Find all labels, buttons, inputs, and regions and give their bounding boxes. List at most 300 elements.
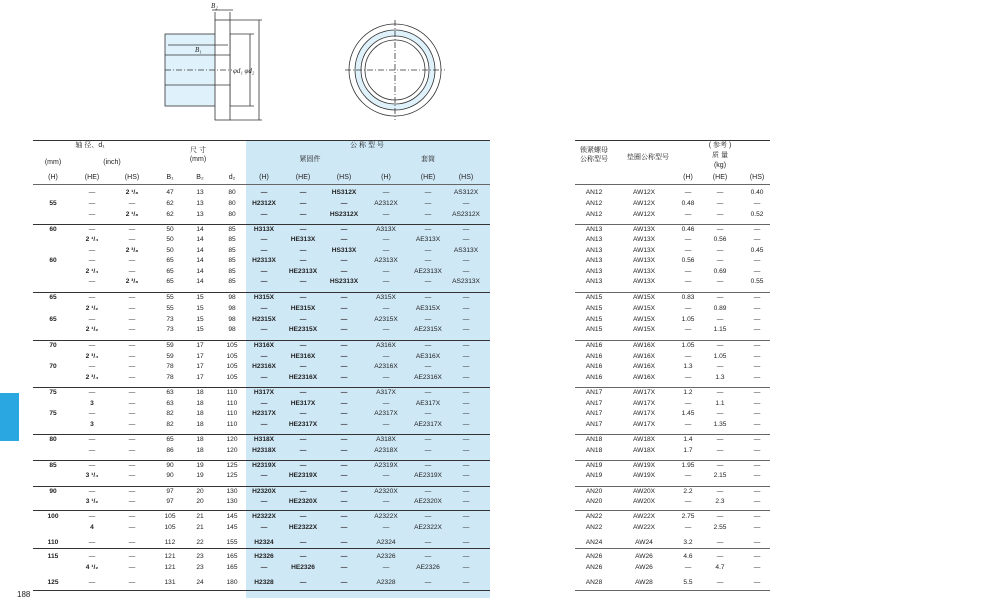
table-cell: 80 (228, 211, 236, 218)
table-rule (575, 460, 770, 461)
table-cell: AN19 (585, 472, 603, 479)
table-cell: AN15 (585, 305, 603, 312)
table-cell: 17 (196, 353, 204, 360)
table-cell: 1.45 (681, 410, 695, 417)
table-cell: — (299, 342, 307, 349)
table-cell: 80 (228, 200, 236, 207)
table-cell: — (462, 342, 470, 349)
table-cell: — (299, 294, 307, 301)
column-header: (H) (683, 174, 693, 181)
table-cell: H315X (253, 294, 275, 301)
table-cell: — (128, 236, 136, 243)
table-cell: — (716, 189, 724, 196)
table-cell: — (299, 211, 307, 218)
table-cell: H2320X (252, 488, 276, 495)
table-cell: AW16X (632, 363, 656, 370)
table-cell: 1.4 (683, 436, 693, 443)
table-cell: 18 (196, 400, 204, 407)
table-cell: — (684, 211, 692, 218)
table-cell: 65 (49, 316, 57, 323)
table-cell: 120 (226, 436, 238, 443)
table-cell: 4 (90, 524, 94, 531)
column-header: d₂ (228, 174, 236, 181)
table-cell: HE2315X (288, 326, 318, 333)
table-rule (575, 590, 770, 591)
table-cell: 2 ³/₄ (85, 374, 99, 381)
column-header: (HE) (420, 174, 436, 181)
table-cell: 47 (166, 189, 174, 196)
table-cell: — (462, 257, 470, 264)
table-cell: — (128, 257, 136, 264)
table-cell: — (462, 236, 470, 243)
table-cell: — (462, 436, 470, 443)
table-cell: — (424, 553, 432, 560)
table-cell: 90 (166, 472, 174, 479)
table-cell: H2316X (252, 363, 276, 370)
column-header: (HS) (458, 174, 474, 181)
table-cell: 50 (166, 247, 174, 254)
table-rule (33, 387, 490, 388)
table-cell: — (753, 305, 761, 312)
table-cell: HE2322X (288, 524, 318, 531)
column-header: (HS) (336, 174, 352, 181)
table-cell: — (462, 305, 470, 312)
table-cell: — (88, 513, 96, 520)
table-cell: — (684, 236, 692, 243)
table-cell: 85 (49, 462, 57, 469)
table-cell: AN13 (585, 236, 603, 243)
table-cell: — (88, 579, 96, 586)
table-cell: — (716, 539, 724, 546)
table-cell: AW13X (632, 247, 656, 254)
table-cell: — (753, 316, 761, 323)
table-cell: — (382, 564, 390, 571)
table-cell: AE2317X (414, 421, 442, 428)
table-cell: 105 (226, 363, 238, 370)
table-cell: 65 (49, 294, 57, 301)
table-cell: 1.05 (681, 316, 695, 323)
table-cell: 50 (166, 226, 174, 233)
table-cell: 13 (196, 189, 204, 196)
table-cell: — (299, 257, 307, 264)
table-cell: — (340, 436, 348, 443)
table-cell: — (424, 257, 432, 264)
table-cell: H318X (253, 436, 275, 443)
table-cell: 73 (166, 316, 174, 323)
table-cell: — (462, 389, 470, 396)
table-cell: AW22X (632, 524, 656, 531)
table-cell: — (382, 326, 390, 333)
table-cell: 19 (196, 472, 204, 479)
table-cell: — (753, 236, 761, 243)
section-tab (0, 393, 19, 441)
table-cell: 2 ¹/₈ (125, 211, 139, 218)
table-cell: — (260, 353, 268, 360)
table-cell: — (753, 498, 761, 505)
table-cell: AW16X (632, 353, 656, 360)
table-rule (575, 510, 770, 511)
table-cell: A2319X (374, 462, 398, 469)
table-cell: — (340, 539, 348, 546)
table-cell: — (128, 447, 136, 454)
table-cell: 98 (228, 305, 236, 312)
table-cell: 1.1 (715, 400, 725, 407)
table-cell: — (88, 410, 96, 417)
table-cell: — (753, 513, 761, 520)
table-cell: — (753, 257, 761, 264)
table-cell: 97 (166, 498, 174, 505)
table-cell: — (128, 305, 136, 312)
header-locknut: 锁紧螺母 (580, 147, 608, 154)
table-cell: 105 (226, 342, 238, 349)
table-cell: — (340, 316, 348, 323)
table-cell: — (88, 278, 96, 285)
table-cell: A318X (376, 436, 396, 443)
table-cell: 0.45 (750, 247, 764, 254)
table-cell: — (716, 389, 724, 396)
table-cell: 0.48 (681, 200, 695, 207)
table-cell: — (128, 374, 136, 381)
table-cell: 2.15 (713, 472, 727, 479)
table-cell: — (128, 363, 136, 370)
table-cell: 2 ³/₈ (125, 247, 139, 254)
table-cell: — (716, 342, 724, 349)
table-cell: — (424, 436, 432, 443)
table-cell: AN16 (585, 353, 603, 360)
header-mm: (mm) (44, 159, 62, 166)
table-cell: — (424, 226, 432, 233)
table-cell: — (260, 472, 268, 479)
table-cell: 86 (166, 447, 174, 454)
table-cell: — (716, 553, 724, 560)
table-cell: 165 (226, 564, 238, 571)
page-number: 188 (17, 590, 31, 599)
table-cell: AE2316X (414, 374, 442, 381)
table-cell: — (716, 294, 724, 301)
table-cell: 1.05 (713, 353, 727, 360)
table-cell: AN13 (585, 257, 603, 264)
table-cell: — (462, 226, 470, 233)
table-cell: A2326 (376, 553, 396, 560)
table-cell: — (424, 342, 432, 349)
table-cell: — (299, 226, 307, 233)
table-cell: — (128, 421, 136, 428)
table-cell: AS312X (453, 189, 479, 196)
table-cell: 62 (166, 200, 174, 207)
table-cell: — (753, 374, 761, 381)
table-cell: — (299, 247, 307, 254)
table-cell: — (260, 374, 268, 381)
table-cell: 75 (49, 410, 57, 417)
table-cell: 15 (196, 294, 204, 301)
table-cell: AW13X (632, 257, 656, 264)
table-cell: HE2326 (291, 564, 315, 571)
header-washer: 垫圈公称型号 (627, 154, 669, 161)
table-cell: 155 (226, 539, 238, 546)
table-cell: 4 ¹/₂ (85, 564, 99, 571)
table-rule (33, 548, 490, 549)
table-cell: 2.3 (715, 498, 725, 505)
table-cell: H2312X (252, 200, 276, 207)
table-cell: AS2312X (452, 211, 480, 218)
table-cell: — (299, 410, 307, 417)
table-cell: — (128, 524, 136, 531)
table-cell: — (299, 316, 307, 323)
table-cell: H2317X (252, 410, 276, 417)
table-cell: AW13X (632, 268, 656, 275)
table-rule (33, 510, 490, 511)
table-cell: 65 (166, 436, 174, 443)
table-cell: — (716, 316, 724, 323)
table-cell: 2 ¹/₂ (85, 326, 99, 333)
table-cell: — (462, 488, 470, 495)
table-cell: — (462, 579, 470, 586)
column-header: (HE) (84, 174, 100, 181)
table-cell: AE2319X (414, 472, 442, 479)
table-cell: 1.95 (681, 462, 695, 469)
table-cell: — (340, 488, 348, 495)
table-cell: H2328 (254, 579, 274, 586)
table-cell: HE2316X (288, 374, 318, 381)
table-rule (33, 486, 490, 487)
table-cell: — (340, 353, 348, 360)
table-cell: 115 (47, 553, 59, 560)
table-cell: AN15 (585, 294, 603, 301)
table-cell: 110 (226, 421, 238, 428)
table-cell: 2 ¹/₄ (85, 268, 99, 275)
table-cell: — (128, 410, 136, 417)
header-mass: 质 量 (712, 152, 728, 159)
table-cell: AW19X (632, 472, 656, 479)
table-cell: AW12X (632, 211, 656, 218)
table-cell: — (340, 410, 348, 417)
table-cell: — (128, 400, 136, 407)
table-cell: — (88, 257, 96, 264)
table-cell: AN20 (585, 498, 603, 505)
table-cell: 15 (196, 305, 204, 312)
table-cell: — (340, 400, 348, 407)
table-cell: — (128, 389, 136, 396)
table-rule (575, 224, 770, 225)
table-cell: — (462, 513, 470, 520)
table-cell: 145 (226, 513, 238, 520)
table-cell: — (88, 539, 96, 546)
table-cell: — (753, 539, 761, 546)
table-cell: AS313X (453, 247, 479, 254)
table-rule (33, 140, 490, 141)
table-cell: — (462, 421, 470, 428)
table-rule (33, 292, 490, 293)
table-cell: — (260, 236, 268, 243)
table-cell: — (340, 374, 348, 381)
table-cell: 130 (226, 488, 238, 495)
table-cell: 100 (47, 513, 59, 520)
table-cell: — (382, 189, 390, 196)
table-cell: — (753, 326, 761, 333)
table-cell: — (260, 189, 268, 196)
table-cell: 90 (49, 488, 57, 495)
table-cell: 3 (90, 421, 94, 428)
d1-d2-label: φd₁ φd₂ (233, 67, 255, 75)
table-cell: — (340, 498, 348, 505)
table-cell: 65 (166, 257, 174, 264)
table-cell: — (753, 226, 761, 233)
table-cell: — (128, 564, 136, 571)
table-cell: — (684, 278, 692, 285)
table-cell: — (260, 564, 268, 571)
table-cell: — (462, 200, 470, 207)
table-cell: — (340, 305, 348, 312)
table-cell: 18 (196, 447, 204, 454)
table-cell: — (340, 342, 348, 349)
table-cell: 1.3 (683, 363, 693, 370)
table-cell: — (716, 211, 724, 218)
table-cell: A2328 (376, 579, 396, 586)
table-cell: 73 (166, 326, 174, 333)
table-cell: — (684, 247, 692, 254)
table-cell: — (260, 268, 268, 275)
table-cell: HE313X (290, 236, 316, 243)
table-cell: — (424, 513, 432, 520)
table-cell: — (753, 294, 761, 301)
table-cell: — (684, 268, 692, 275)
table-cell: — (88, 226, 96, 233)
table-cell: AW15X (632, 326, 656, 333)
table-cell: — (340, 294, 348, 301)
table-cell: — (88, 200, 96, 207)
table-cell: AN16 (585, 342, 603, 349)
table-cell: — (88, 389, 96, 396)
table-cell: 17 (196, 363, 204, 370)
table-cell: A316X (376, 342, 396, 349)
table-cell: — (462, 326, 470, 333)
table-cell: — (88, 316, 96, 323)
table-cell: — (88, 436, 96, 443)
b2-label: B₂ (211, 2, 218, 10)
table-cell: — (340, 524, 348, 531)
table-cell: 70 (49, 363, 57, 370)
table-cell: — (340, 564, 348, 571)
table-cell: 1.35 (713, 421, 727, 428)
table-cell: 85 (228, 236, 236, 243)
table-cell: — (128, 342, 136, 349)
table-cell: 105 (226, 374, 238, 381)
table-cell: AS2313X (452, 278, 480, 285)
table-cell: — (128, 326, 136, 333)
table-cell: — (340, 462, 348, 469)
table-cell: AN28 (585, 579, 603, 586)
table-cell: 3 (90, 400, 94, 407)
table-cell: AN15 (585, 326, 603, 333)
table-cell: AE317X (415, 400, 441, 407)
table-cell: H317X (253, 389, 275, 396)
table-cell: 98 (228, 294, 236, 301)
table-cell: — (299, 488, 307, 495)
table-cell: — (88, 462, 96, 469)
table-cell: — (88, 342, 96, 349)
table-cell: 98 (228, 326, 236, 333)
table-cell: 0.52 (750, 211, 764, 218)
table-cell: A2315X (374, 316, 398, 323)
table-rule (575, 140, 770, 141)
table-cell: AW13X (632, 278, 656, 285)
table-cell: 0.89 (713, 305, 727, 312)
table-cell: 85 (228, 268, 236, 275)
header-shaft-diameter: 轴 径、d₁ (75, 142, 105, 149)
table-cell: AN17 (585, 400, 603, 407)
table-cell: — (753, 472, 761, 479)
table-cell: — (684, 421, 692, 428)
table-cell: AN17 (585, 421, 603, 428)
table-cell: HS2312X (329, 211, 359, 218)
table-cell: 18 (196, 410, 204, 417)
table-cell: AW15X (632, 316, 656, 323)
table-cell: AW18X (632, 447, 656, 454)
table-cell: — (716, 226, 724, 233)
table-cell: AN12 (585, 200, 603, 207)
table-cell: 110 (47, 539, 59, 546)
table-cell: 59 (166, 342, 174, 349)
table-cell: — (128, 462, 136, 469)
table-cell: 75 (49, 389, 57, 396)
table-cell: — (753, 389, 761, 396)
table-cell: 2.2 (683, 488, 693, 495)
table-cell: 18 (196, 421, 204, 428)
table-cell: AW16X (632, 374, 656, 381)
table-cell: 55 (166, 294, 174, 301)
table-cell: A2317X (374, 410, 398, 417)
table-cell: — (753, 462, 761, 469)
table-cell: 23 (196, 553, 204, 560)
table-cell: 50 (166, 236, 174, 243)
table-cell: A2313X (374, 257, 398, 264)
table-cell: — (88, 553, 96, 560)
table-cell: — (684, 524, 692, 531)
table-cell: 121 (164, 553, 176, 560)
table-cell: 85 (228, 226, 236, 233)
table-cell: H2313X (252, 257, 276, 264)
table-cell: — (260, 498, 268, 505)
table-rule (575, 340, 770, 341)
table-cell: — (340, 579, 348, 586)
table-cell: 121 (164, 564, 176, 571)
table-cell: 131 (164, 579, 176, 586)
table-cell: — (260, 278, 268, 285)
table-cell: A2318X (374, 447, 398, 454)
table-cell: — (424, 363, 432, 370)
table-rule (33, 184, 490, 185)
table-cell: — (753, 488, 761, 495)
table-cell: — (299, 539, 307, 546)
column-header: (H) (259, 174, 269, 181)
table-cell: HE315X (290, 305, 316, 312)
table-cell: 1.15 (713, 326, 727, 333)
table-cell: AE2322X (414, 524, 442, 531)
table-cell: 78 (166, 363, 174, 370)
table-cell: 14 (196, 257, 204, 264)
table-cell: AN13 (585, 278, 603, 285)
table-cell: 1.05 (681, 342, 695, 349)
table-cell: — (382, 236, 390, 243)
table-cell: — (684, 374, 692, 381)
table-cell: — (340, 513, 348, 520)
table-cell: 2.55 (713, 524, 727, 531)
table-cell: — (753, 579, 761, 586)
table-rule (575, 387, 770, 388)
table-cell: — (462, 524, 470, 531)
table-cell: HE317X (290, 400, 316, 407)
table-cell: — (260, 524, 268, 531)
